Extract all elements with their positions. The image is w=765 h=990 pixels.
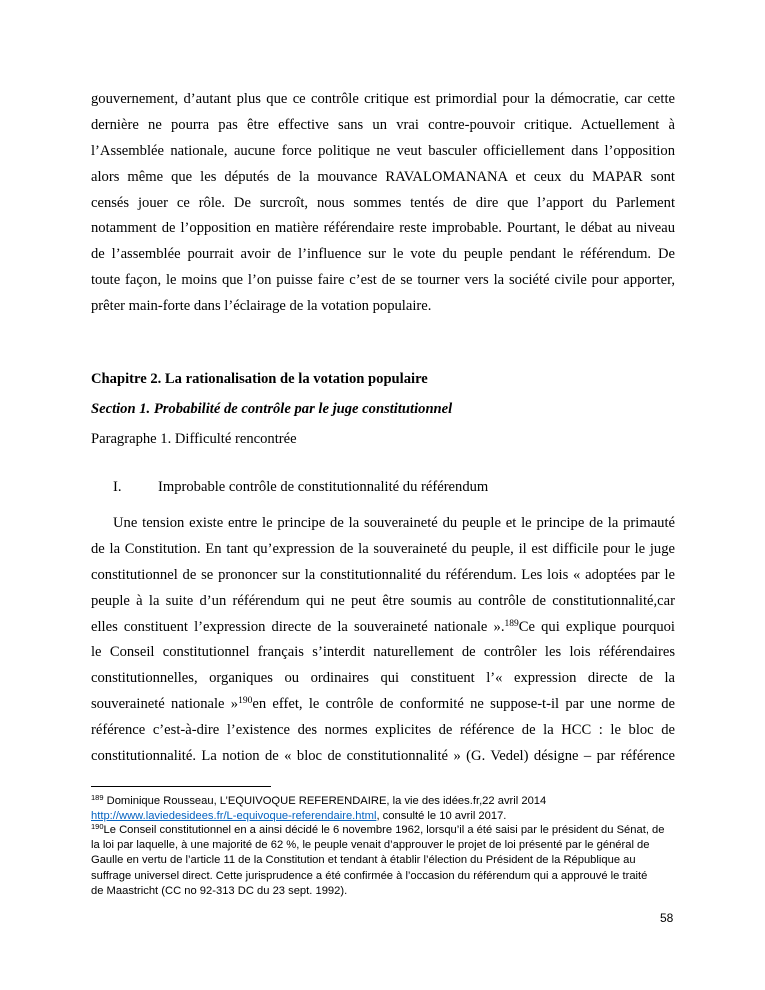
footnote-text: Dominique Rousseau, L’EQUIVOQUE REFERENDAIRE, la vie des idées.fr,22 avril 2014 (103, 795, 547, 807)
subsection-number: I. (113, 479, 122, 495)
footnote-number: 189 (91, 793, 104, 802)
chapter-heading: Chapitre 2. La rationalisation de la votation populaire (91, 371, 428, 387)
text-line: constitutionnelles, organiques ou ordinaires qui constituent l’« expression directe de la (91, 670, 675, 687)
footnote-link[interactable]: http://www.laviedesidees.fr/L-equivoque-referendaire.html (91, 810, 377, 823)
footnote-separator (91, 786, 271, 787)
section-heading: Section 1. Probabilité de contrôle par le juge constitutionnel (91, 401, 453, 417)
text-line: notamment de l’opposition en matière référendaire reste improbable. Pourtant, le débat au niveau (91, 220, 675, 237)
footnote-line (91, 794, 691, 809)
footnote-text: Le Conseil constitutionnel en a ainsi décidé le 6 novembre 1962, lorsqu’il a été saisi par le président du Sénat, de (103, 824, 665, 836)
body-paragraph (91, 511, 675, 770)
footnote-line: suffrage universel direct. Cette jurisprudence a été confirmée à l’occasion du référendum qui a approuvé le traité (91, 869, 648, 882)
text-line: toute façon, le moins que l’on puisse faire c’est de se tourner vers la société civile pour apporter, (91, 272, 675, 289)
subsection-title: Improbable contrôle de constitutionnalité du référendum (158, 479, 489, 495)
text-line: le Conseil constitutionnel français s’interdit naturellement de contrôler les lois référendaires (91, 644, 675, 661)
paragraph-heading: Paragraphe 1. Difficulté rencontrée (91, 431, 297, 447)
text-line: gouvernement, d’autant plus que ce contrôle critique est primordial pour la démocratie, car cette (91, 91, 675, 107)
text-fragment: souveraineté nationale » (91, 696, 239, 713)
text-line: peuple à la suite d’un référendum qui ne peut être soumis au contrôle de constitutionnalité,car (91, 592, 675, 609)
text-line: constitutionnel de se prononcer sur la constitutionnalité du référendum. Les lois « adoptées par le (91, 566, 675, 583)
text-line: Une tension existe entre le principe de la souveraineté du peuple et le principe de la primauté (113, 515, 675, 531)
body-paragraph (91, 87, 675, 320)
text-line: dernière ne pourra pas être effective sans un vrai contre-pouvoir critique. Actuellement à (91, 116, 675, 133)
text-line: constitutionnalité. La notion de « bloc de constitutionnalité » (G. Vedel) désigne – par référence (91, 748, 675, 765)
text-line: prêter main-forte dans l’éclairage de la votation populaire. (91, 298, 432, 315)
footnote-line: Gaulle en vertu de l’article 11 de la Constitution et tendant à établir l’élection du Président de la République au (91, 854, 636, 867)
text-line (91, 692, 675, 718)
footnote-190 (91, 823, 691, 899)
text-fragment: en effet, le contrôle de conformité ne suppose-t-il par une norme de (252, 696, 675, 713)
text-line (91, 615, 675, 641)
text-line: référence c’est-à-dire l’existence des normes explicites de référence de la HCC : le bloc de (91, 722, 675, 739)
footnote-line: de Maastricht (CC no 92-313 DC du 23 sept. 1992). (91, 884, 348, 897)
text-line: l’Assemblée nationale, aucune force politique ne veut basculer officiellement dans l’opposition (91, 142, 675, 159)
text-line: de l’assemblée pourrait avoir de l’influence sur le vote du peuple pendant le référendum. De (91, 246, 675, 263)
page-number: 58 (660, 911, 674, 925)
footnote-line (91, 823, 691, 838)
text-fragment: Ce qui explique pourquoi (518, 618, 675, 635)
text-line: de la Constitution. En tant qu’expression de la souveraineté du peuple, il est difficile pour le juge (91, 540, 675, 557)
text-line: censés jouer ce rôle. De surcroît, nous sommes tentés de dire que l’apport du Parlement (91, 194, 675, 211)
footnote-text: , consulté le 10 avril 2017. (376, 810, 507, 823)
footnote-number: 190 (91, 822, 104, 831)
footnote-ref-190[interactable]: 190 (238, 696, 253, 707)
text-fragment: elles constituent l’expression directe de la souveraineté nationale ». (91, 618, 505, 635)
text-line: alors même que les députés de la mouvance RAVALOMANANA et ceux du MAPAR sont (91, 168, 675, 185)
footnote-line: la loi par laquelle, à une majorité de 62 %, le peuple venait d’approuver le projet de loi présenté par le général de (91, 839, 650, 852)
footnote-ref-189[interactable]: 189 (504, 618, 519, 629)
footnote-189 (91, 794, 691, 824)
